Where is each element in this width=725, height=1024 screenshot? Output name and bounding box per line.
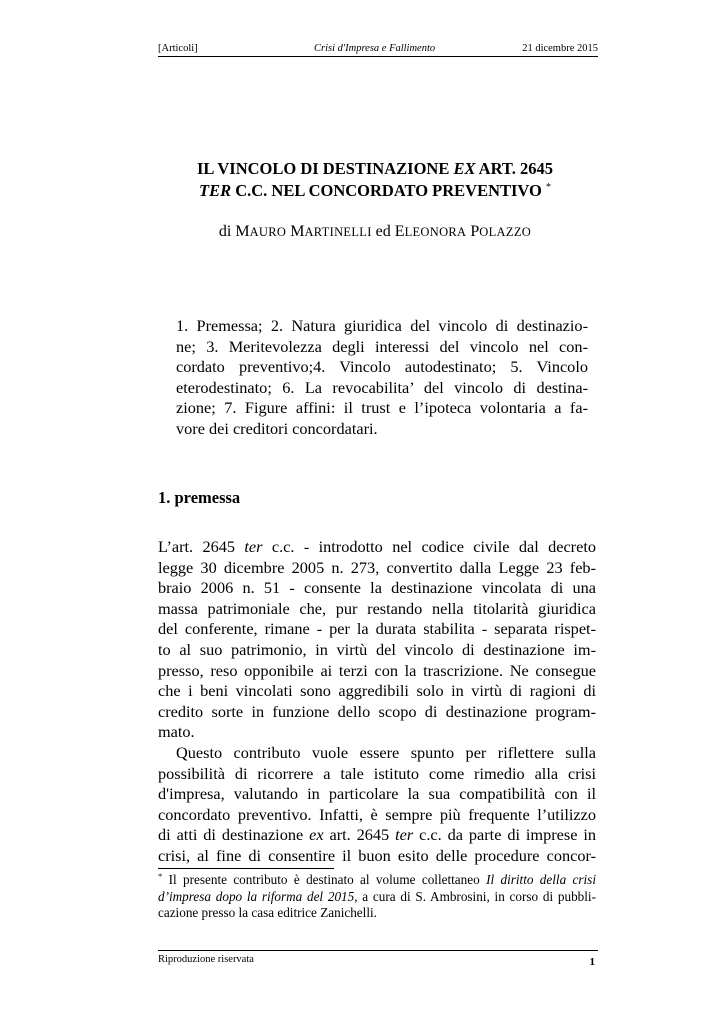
footnote — [158, 872, 596, 922]
author-2-last-initial: P — [466, 223, 480, 240]
body-line: possibilità di ricorrere a tale istituto come rimedio alla crisi — [158, 763, 596, 783]
body-line: credito sorte in funzione dello scopo di destinazione program- — [158, 701, 596, 721]
footnote-italic-run: Il diritto della crisi — [486, 872, 596, 887]
header-rule — [158, 56, 598, 57]
summary-line: cordato preventivo;4. Vincolo autodestinato; 5. Vincolo — [176, 357, 588, 377]
footnote-line — [158, 872, 596, 889]
body-line: massa patrimoniale che, pur restando nella titolarità giuridica — [158, 598, 596, 618]
title-footnote-mark: * — [545, 182, 551, 193]
title-ter: TER — [199, 181, 232, 200]
body-line: che i beni vincolati sono aggredibili solo in virtù di ragioni di — [158, 681, 596, 701]
body-line: mato. — [158, 722, 195, 742]
title-text: IL VINCOLO DI DESTINAZIONE — [197, 159, 454, 178]
body-line — [158, 825, 596, 846]
footnote-text-run: Il presente contributo è destinato al volume collettaneo — [162, 872, 487, 887]
footnote-line: cazione presso la casa editrice Zanichelli. — [158, 905, 377, 920]
body-line — [158, 537, 596, 558]
body-line: braio 2006 n. 51 - consente la destinazione vincolata di una — [158, 578, 596, 598]
summary-line: 1. Premessa; 2. Natura giuridica del vincolo di destinazio- — [176, 316, 588, 335]
body-line: crisi, al fine di consentire il buon esito delle procedure concor- — [158, 845, 596, 865]
footnote-mark: * — [158, 871, 163, 881]
body-text-run: art. 2645 — [323, 825, 396, 845]
section-heading: 1. premessa — [158, 488, 241, 507]
body-italic-run: ter — [395, 825, 414, 845]
article-summary — [176, 316, 588, 440]
authors-ed: ed — [371, 223, 395, 240]
author-1-first-rest: AURO — [249, 225, 287, 239]
footer-rights-notice: Riproduzione riservata — [158, 954, 254, 965]
header-section-label: [Articoli] — [158, 43, 198, 54]
title-ex: EX — [453, 159, 476, 178]
author-1-first-initial: M — [235, 223, 250, 240]
body-text-run: L’art. 2645 — [158, 537, 245, 556]
body-text — [158, 537, 596, 867]
article-authors — [150, 222, 600, 242]
page-number: 1 — [589, 956, 595, 968]
body-text-run: di atti di destinazione — [158, 825, 310, 845]
body-line: presso, reso opponibile ai terzi con la trascrizione. Ne consegue — [158, 660, 596, 680]
author-2-first-initial: E — [394, 223, 405, 240]
body-line: to al suo patrimonio, in virtù del vincolo di destinazione im- — [158, 639, 596, 659]
title-text: C.C. NEL CONCORDATO PREVENTIVO — [231, 181, 546, 200]
author-2-first-rest: LEONORA — [404, 225, 467, 239]
summary-line: zione; 7. Figure affini: il trust e l’ipoteca volontaria a fa- — [176, 398, 588, 418]
body-text-run: c.c. da parte di imprese in — [413, 825, 597, 845]
body-line: legge 30 dicembre 2005 n. 273, convertito dalla Legge 23 feb- — [158, 557, 596, 577]
body-italic-run: ter — [244, 537, 263, 556]
footnote-rule — [158, 868, 334, 869]
author-1-last-rest: ARTINELLI — [304, 225, 372, 239]
summary-line: ne; 3. Meritevolezza degli interessi del vincolo nel con- — [176, 336, 588, 356]
body-line: d'impresa, valutando in particolare la sua compatibilità con il — [158, 784, 596, 804]
footnote-text-run: , a cura di S. Ambrosini, in corso di pubbli- — [354, 888, 596, 904]
title-line-2 — [150, 180, 600, 202]
summary-line: vore dei creditori concordatari. — [176, 418, 378, 438]
body-line: concordato preventivo. Infatti, è sempre più frequente l’utilizzo — [158, 804, 596, 824]
body-text-run: c.c. - introdotto nel codice civile dal decreto — [262, 537, 596, 556]
summary-line: eterodestinato; 6. La revocabilita’ del vincolo di destina- — [176, 377, 588, 397]
body-italic-run: ex — [309, 825, 324, 845]
running-header — [158, 42, 598, 56]
header-journal-title: Crisi d'Impresa e Fallimento — [314, 43, 436, 54]
footer-rule — [158, 950, 598, 951]
body-line: del conferente, rimane - per la durata stabilita - separata rispet- — [158, 619, 596, 639]
body-line: Questo contributo vuole essere spunto per riflettere sulla — [176, 742, 596, 762]
article-title — [150, 158, 600, 202]
title-line-1 — [150, 158, 600, 180]
footnote-italic-run: d’impresa dopo la riforma del 2015 — [158, 888, 355, 904]
authors-di: di — [218, 223, 236, 240]
header-date: 21 dicembre 2015 — [522, 43, 598, 54]
footnote-line — [158, 889, 596, 906]
author-1-last-initial: M — [286, 223, 305, 240]
title-text: ART. 2645 — [475, 159, 553, 178]
author-2-last-rest: OLAZZO — [479, 225, 532, 239]
